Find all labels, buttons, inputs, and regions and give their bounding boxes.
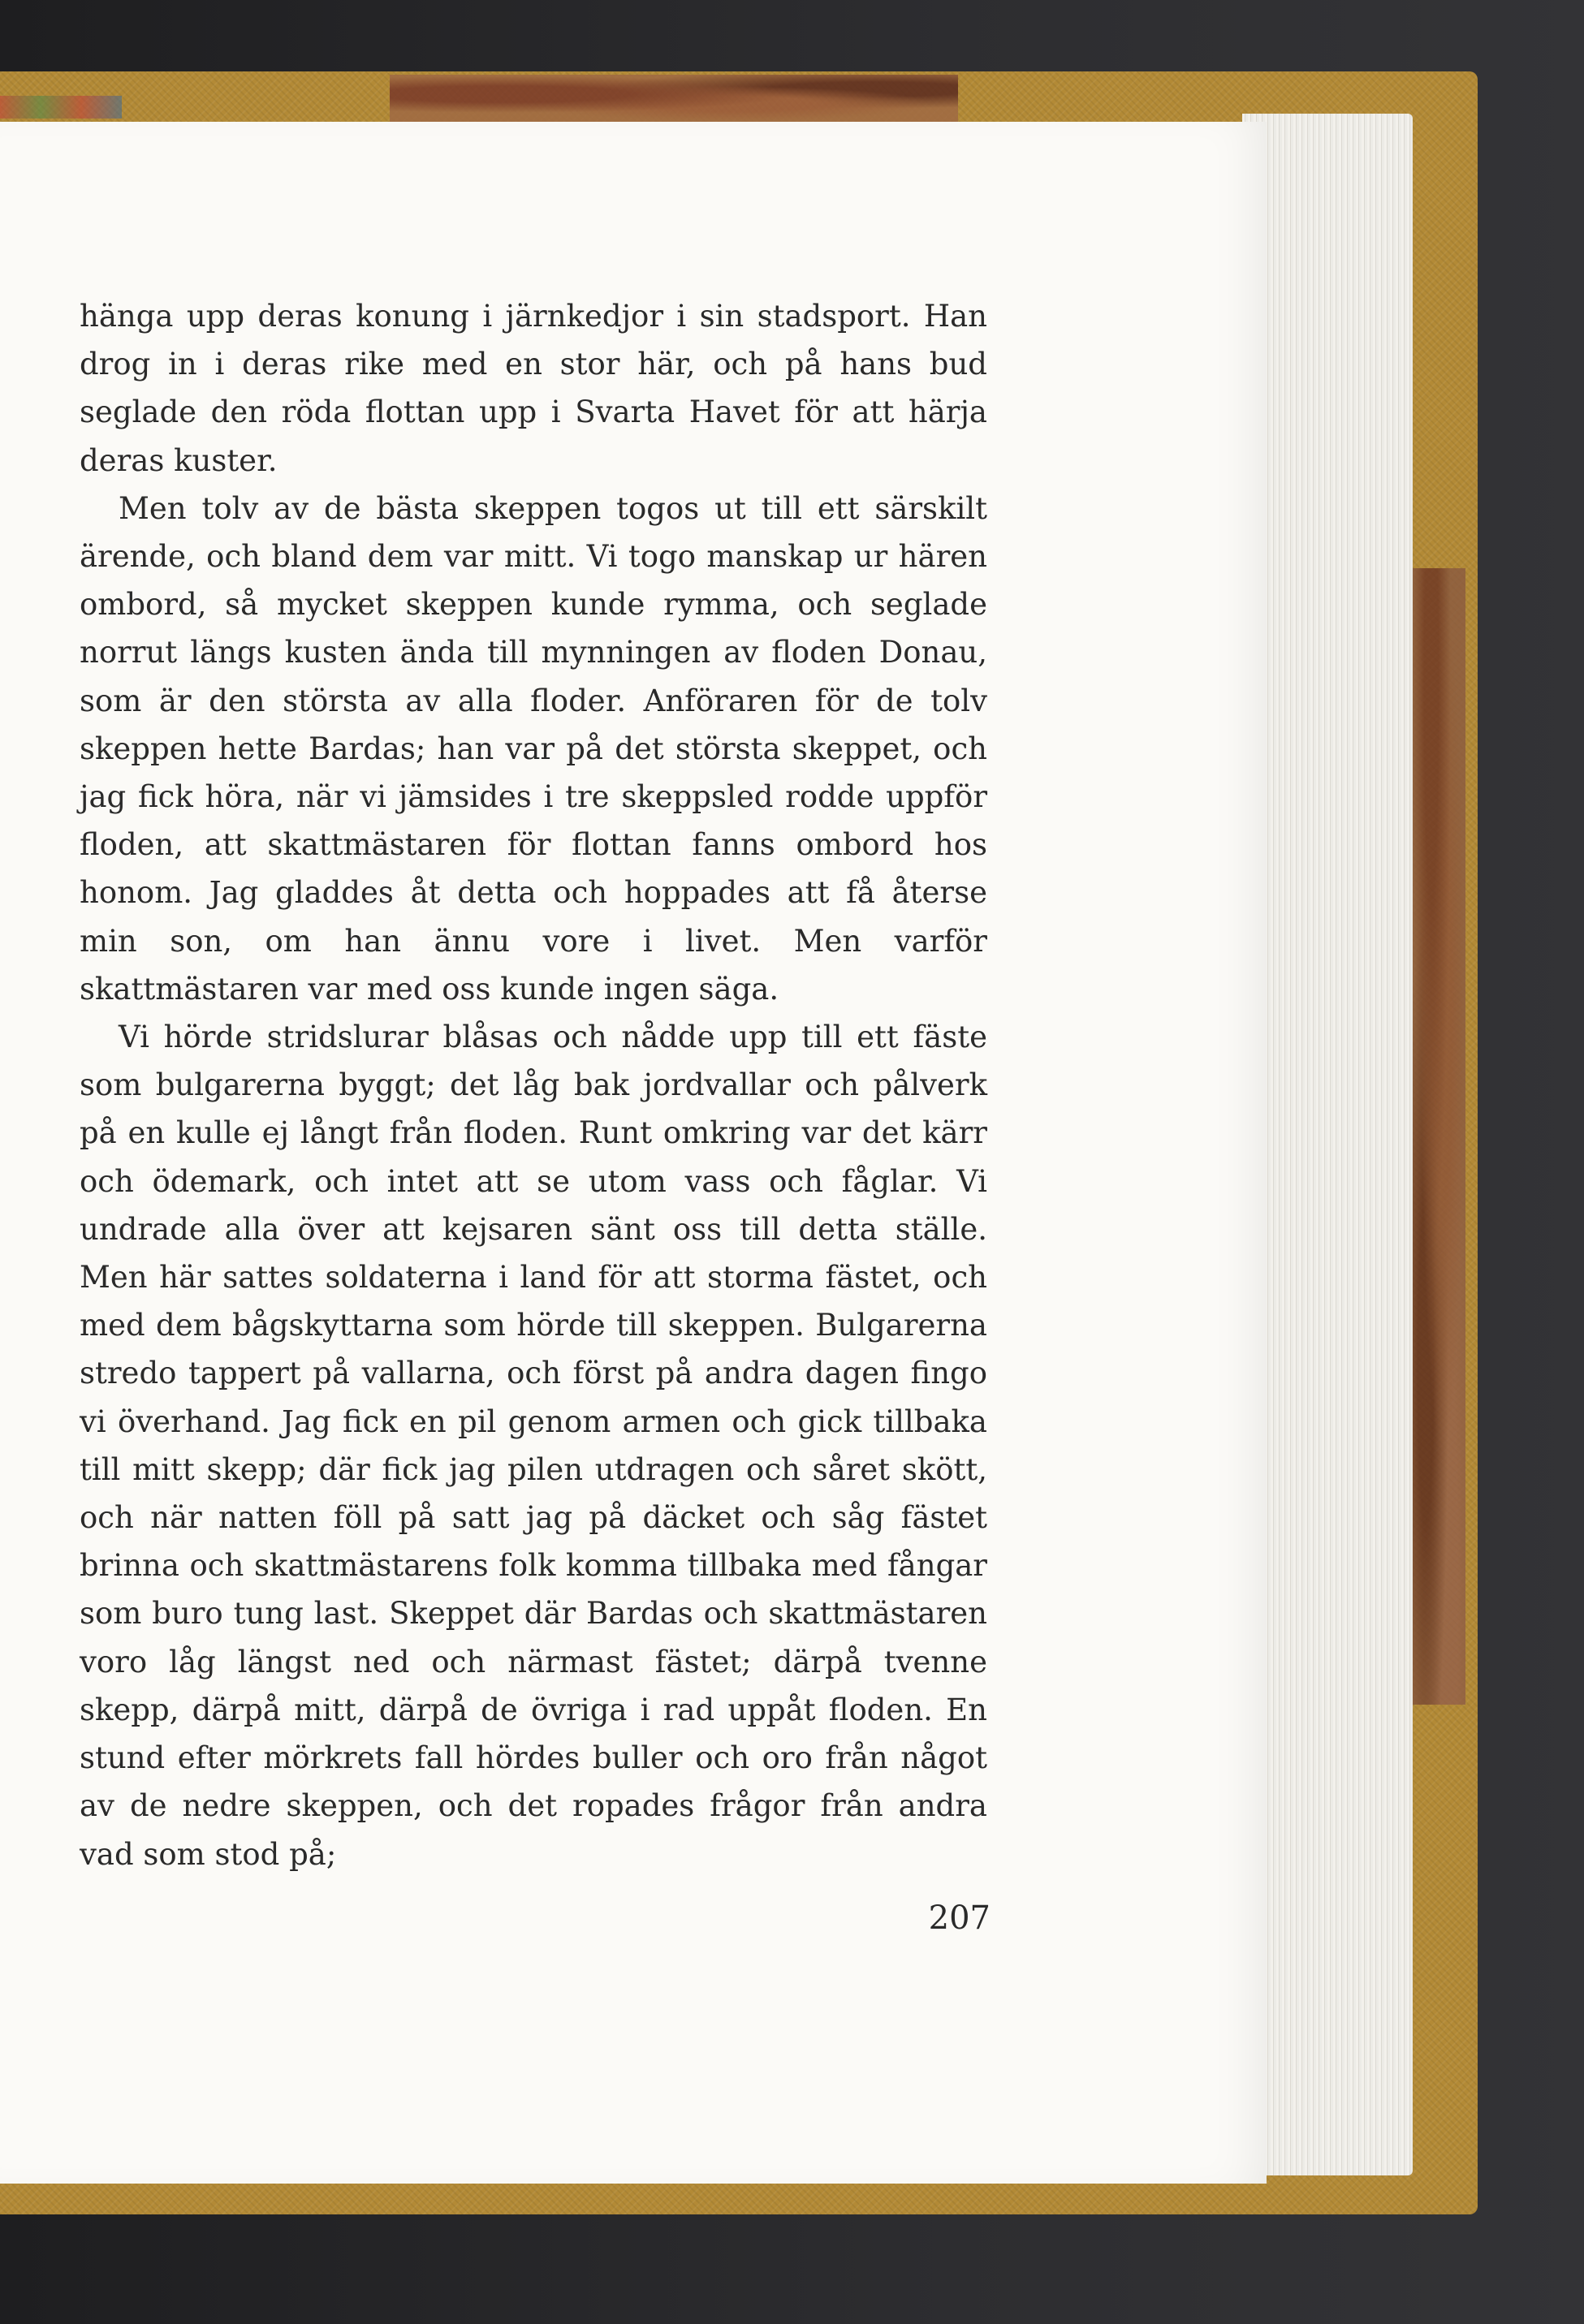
- body-text: [80, 292, 987, 1878]
- paragraph: hänga upp deras konung i järnkedjor i sin stadsport. Han drog in i deras rike med en stor här, och på hans bud seglade den röda flottan upp i Svarta Havet för att härja deras kuster.: [80, 299, 987, 478]
- paragraph: Vi hörde stridslurar blåsas och nådde upp till ett fäste som bulgarerna byggt; det låg bak jordvallar och pålverk på en kulle ej långt från floden. Runt omkring var det kärr och ödemark, och intet att se utom vass och fåglar. Vi undrade alla över att kejsaren sänt oss till detta ställe. Men här sattes soldaterna i land för att storma fästet, och med dem bågskyttarna som hörde till skeppen. Bulgarerna stredo tappert på vallarna, och först på andra dagen fingo vi överhand. Jag fick en pil genom armen och gick tillbaka till mitt skepp; där fick jag pilen utdragen och såret skött, och när natten föll på satt jag på däcket och såg fästet brinna och skattmästarens folk komma tillbaka med fångar som buro tung last. Skeppet där Bardas och skattmästaren voro låg längst ned och närmast fästet; därpå tvenne skepp, därpå mitt, därpå de övriga i rad uppåt floden. En stund efter mörkrets fall hördes buller och oro från något av de nedre skeppen, och det ropades frågor från andra vad som stod på;: [80, 1020, 987, 1872]
- page-edges: [1242, 114, 1413, 2175]
- marbled-endpaper-edge: [1409, 568, 1465, 1705]
- paragraph: Men tolv av de bästa skeppen togos ut till ett särskilt ärende, och bland dem var mitt. Vi togo manskap ur hären ombord, så mycket skeppen kunde rymma, och seglade norrut längs kusten ända till mynningen av floden Donau, som är den största av alla floder. Anföraren för de tolv skeppen hette Bardas; han var på det största skeppet, och jag fick höra, när vi jämsides i tre skeppsled rodde uppför floden, att skattmästaren för flottan fanns ombord hos honom. Jag gladdes åt detta och hoppades att få återse min son, om han ännu vore i livet. Men varför skattmästaren var med oss kunde ingen säga.: [80, 490, 987, 1007]
- spine-label: [0, 96, 122, 119]
- marbled-endpaper-top: [390, 75, 958, 123]
- page-number: 207: [928, 1899, 991, 1937]
